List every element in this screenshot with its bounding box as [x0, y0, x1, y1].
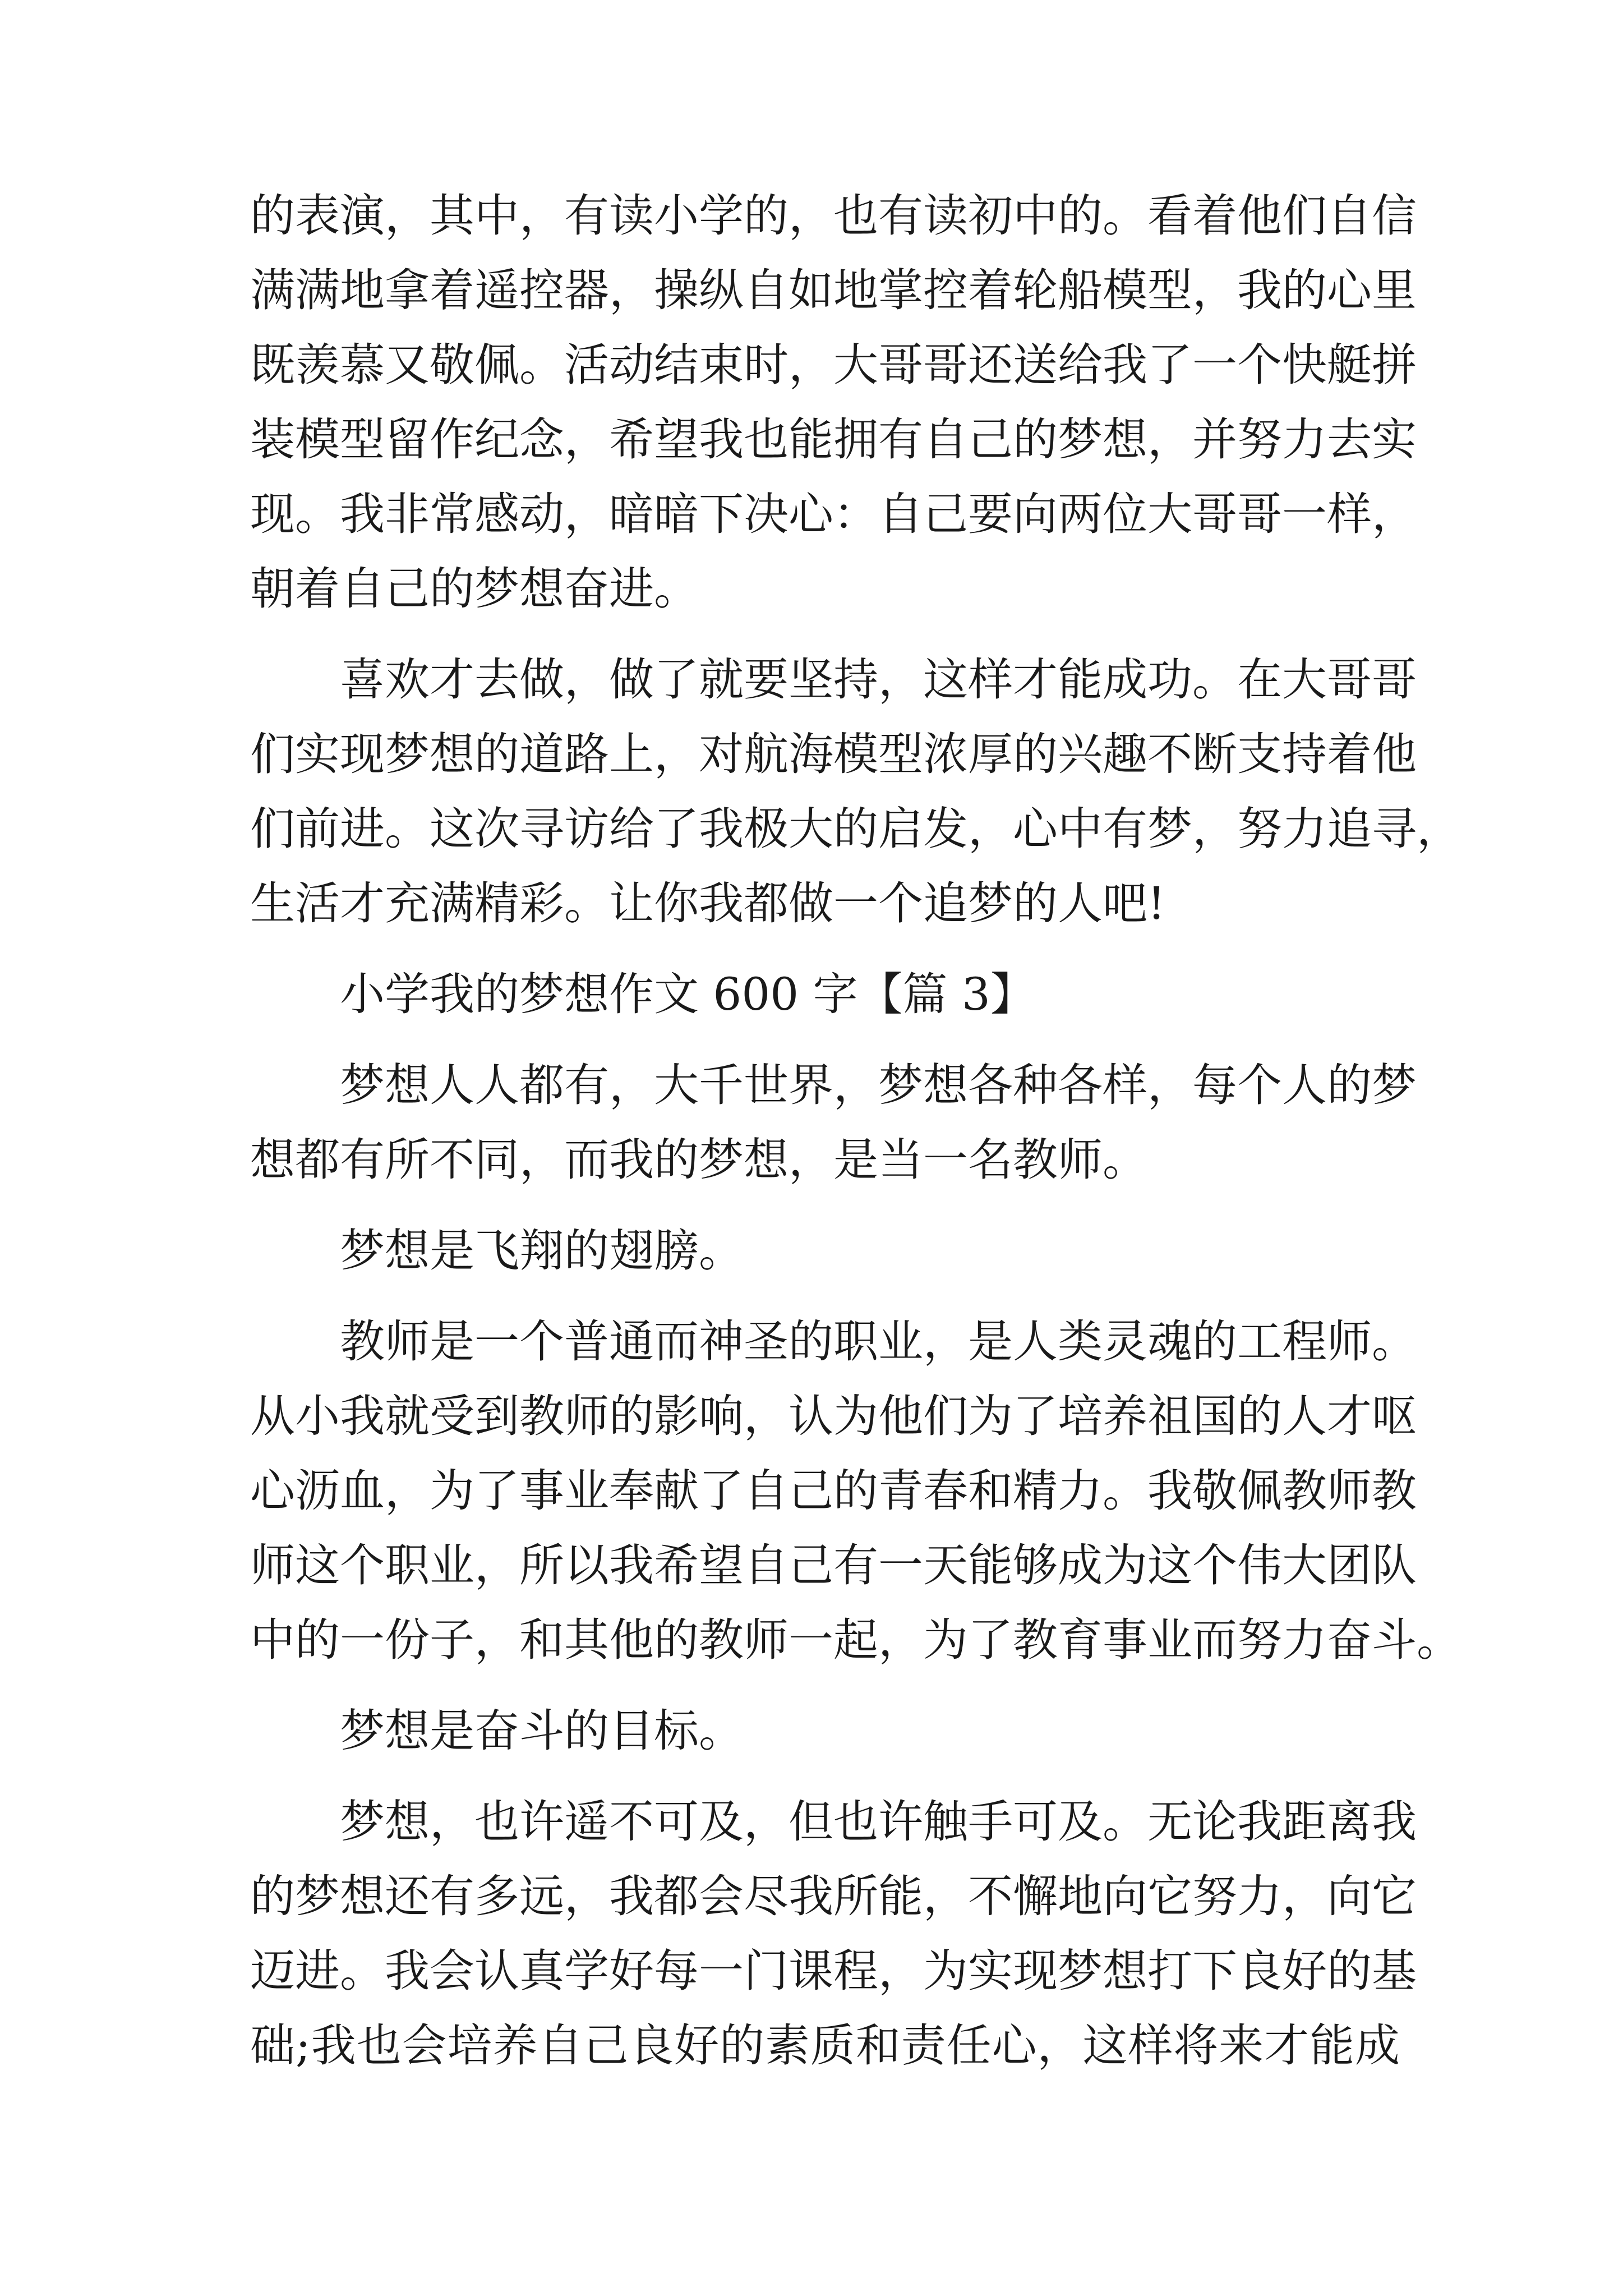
- paragraph-gap: [250, 1677, 1400, 1694]
- text-line: 喜欢才去做，做了就要坚持，这样才能成功。在大哥哥: [340, 654, 1417, 706]
- text-line: 迈进。我会认真学好每一门课程，为实现梦想打下良好的基: [250, 1945, 1417, 1997]
- text-line: 生活才充满精彩。让你我都做一个追梦的人吧!: [250, 877, 1166, 930]
- paragraph: [250, 642, 1461, 941]
- text-line: 装模型留作纪念，希望我也能拥有自己的梦想，并努力去实: [250, 413, 1417, 466]
- text-line: 教师是一个普通而神圣的职业，是人类灵魂的工程师。: [340, 1315, 1417, 1368]
- text-line: 的表演，其中，有读小学的，也有读初中的。看着他们自信: [250, 190, 1417, 242]
- text-line: 心沥血，为了事业奉献了自己的青春和精力。我敬佩教师教: [250, 1465, 1417, 1517]
- text-line: 小学我的梦想作文 600 字【篇 3】: [340, 968, 1035, 1020]
- paragraph: [250, 178, 1417, 626]
- paragraph-gap: [250, 1197, 1400, 1213]
- paragraph: [250, 1048, 1417, 1197]
- text-line: 满满地拿着遥控器，操纵自如地掌控着轮船模型，我的心里: [250, 264, 1417, 316]
- text-line: 中的一份子，和其他的教师一起，为了教育事业而努力奋斗。: [250, 1614, 1461, 1666]
- document-body: [250, 178, 1461, 2083]
- paragraph: [250, 1694, 1400, 1768]
- paragraph: [250, 1213, 1400, 1288]
- text-line: 础;我也会培养自己良好的素质和责任心，这样将来才能成: [250, 2019, 1400, 2072]
- text-line: 从小我就受到教师的影响，认为他们为了培养祖国的人才呕: [250, 1390, 1417, 1442]
- paragraph-gap: [250, 626, 1400, 642]
- text-line: 现。我非常感动，暗暗下决心：自己要向两位大哥哥一样，: [250, 488, 1417, 540]
- text-line: 想都有所不同，而我的梦想，是当一名教师。: [250, 1134, 1147, 1186]
- paragraph: [250, 1784, 1417, 2083]
- text-line: 们前进。这次寻访给了我极大的启发，心中有梦，努力追寻，: [250, 803, 1461, 855]
- paragraph-gap: [250, 1768, 1400, 1784]
- paragraph-gap: [250, 941, 1400, 957]
- paragraph: [250, 957, 1400, 1032]
- text-line: 梦想，也许遥不可及，但也许触手可及。无论我距离我: [340, 1796, 1417, 1848]
- paragraph-gap: [250, 1032, 1400, 1048]
- text-line: 们实现梦想的道路上，对航海模型浓厚的兴趣不断支持着他: [250, 728, 1417, 780]
- paragraph: [250, 1304, 1461, 1677]
- text-line: 梦想是飞翔的翅膀。: [340, 1225, 744, 1277]
- text-line: 的梦想还有多远，我都会尽我所能，不懈地向它努力，向它: [250, 1870, 1417, 1922]
- paragraph-gap: [250, 1288, 1400, 1304]
- text-line: 梦想是奋斗的目标。: [340, 1705, 744, 1757]
- text-line: 朝着自己的梦想奋进。: [250, 563, 699, 615]
- text-line: 梦想人人都有，大千世界，梦想各种各样，每个人的梦: [340, 1059, 1417, 1111]
- text-line: 既羡慕又敬佩。活动结束时，大哥哥还送给我了一个快艇拼: [250, 339, 1417, 391]
- text-line: 师这个职业，所以我希望自己有一天能够成为这个伟大团队: [250, 1539, 1417, 1591]
